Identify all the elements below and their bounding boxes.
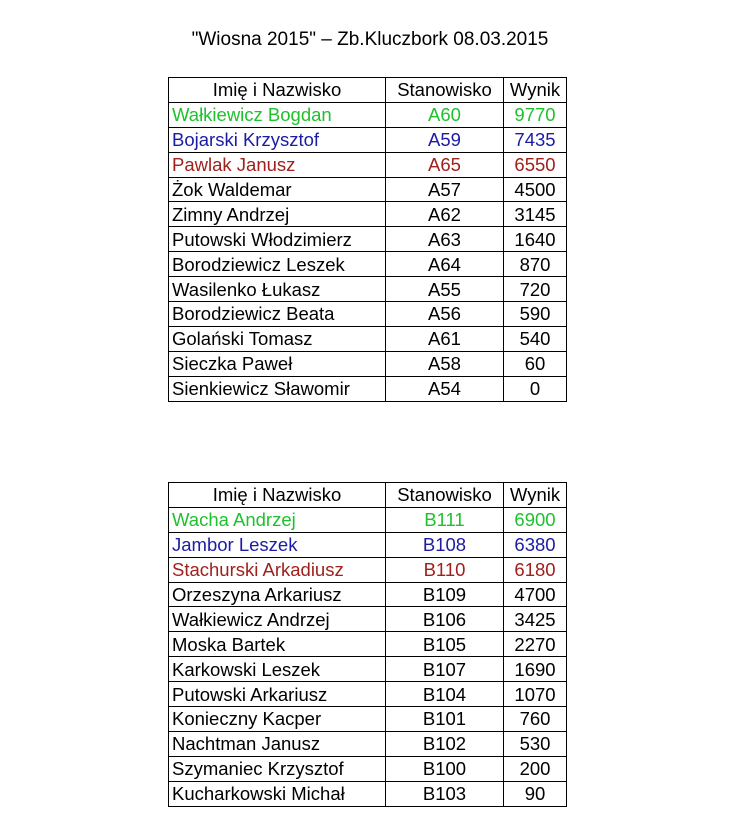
table-row xyxy=(169,682,567,707)
cell-name: Golański Tomasz xyxy=(169,326,386,351)
page-title: "Wiosna 2015" – Zb.Kluczbork 08.03.2015 xyxy=(191,29,549,50)
cell-position: A64 xyxy=(386,252,504,277)
table-header-row xyxy=(169,78,567,103)
cell-position: A62 xyxy=(386,202,504,227)
cell-position: B100 xyxy=(386,756,504,781)
cell-position: B105 xyxy=(386,632,504,657)
table-row xyxy=(169,127,567,152)
cell-name: Bojarski Krzysztof xyxy=(169,127,386,152)
cell-position: B101 xyxy=(386,707,504,732)
cell-result: 200 xyxy=(504,756,567,781)
table-row xyxy=(169,781,567,806)
header-name: Imię i Nazwisko xyxy=(169,483,386,508)
cell-position: B102 xyxy=(386,731,504,756)
cell-position: B109 xyxy=(386,582,504,607)
header-position: Stanowisko xyxy=(386,483,504,508)
cell-position: B107 xyxy=(386,657,504,682)
cell-position: B106 xyxy=(386,607,504,632)
table-row xyxy=(169,532,567,557)
cell-name: Moska Bartek xyxy=(169,632,386,657)
cell-name: Wacha Andrzej xyxy=(169,507,386,532)
table-row xyxy=(169,657,567,682)
table-row xyxy=(169,102,567,127)
cell-name: Kucharkowski Michał xyxy=(169,781,386,806)
table-row xyxy=(169,582,567,607)
cell-name: Putowski Włodzimierz xyxy=(169,227,386,252)
table-row xyxy=(169,326,567,351)
cell-name: Szymaniec Krzysztof xyxy=(169,756,386,781)
cell-result: 720 xyxy=(504,277,567,302)
cell-result: 530 xyxy=(504,731,567,756)
cell-result: 4700 xyxy=(504,582,567,607)
cell-result: 1640 xyxy=(504,227,567,252)
cell-position: A56 xyxy=(386,302,504,327)
cell-result: 6550 xyxy=(504,152,567,177)
cell-position: A55 xyxy=(386,277,504,302)
cell-result: 4500 xyxy=(504,177,567,202)
cell-name: Sienkiewicz Sławomir xyxy=(169,376,386,401)
cell-name: Stachurski Arkadiusz xyxy=(169,557,386,582)
table-row xyxy=(169,756,567,781)
header-name: Imię i Nazwisko xyxy=(169,78,386,103)
cell-position: A63 xyxy=(386,227,504,252)
cell-name: Wasilenko Łukasz xyxy=(169,277,386,302)
cell-result: 6900 xyxy=(504,507,567,532)
cell-position: A57 xyxy=(386,177,504,202)
cell-position: B103 xyxy=(386,781,504,806)
cell-position: A60 xyxy=(386,102,504,127)
cell-name: Żok Waldemar xyxy=(169,177,386,202)
cell-position: A61 xyxy=(386,326,504,351)
cell-result: 6380 xyxy=(504,532,567,557)
cell-position: B104 xyxy=(386,682,504,707)
cell-position: A65 xyxy=(386,152,504,177)
cell-position: A58 xyxy=(386,351,504,376)
cell-result: 2270 xyxy=(504,632,567,657)
cell-name: Wałkiewicz Andrzej xyxy=(169,607,386,632)
cell-position: A59 xyxy=(386,127,504,152)
table-row xyxy=(169,227,567,252)
cell-name: Konieczny Kacper xyxy=(169,707,386,732)
table-row xyxy=(169,152,567,177)
cell-name: Sieczka Paweł xyxy=(169,351,386,376)
cell-position: B108 xyxy=(386,532,504,557)
cell-result: 90 xyxy=(504,781,567,806)
header-result: Wynik xyxy=(504,78,567,103)
table-row xyxy=(169,177,567,202)
cell-name: Karkowski Leszek xyxy=(169,657,386,682)
cell-result: 1070 xyxy=(504,682,567,707)
cell-name: Borodziewicz Leszek xyxy=(169,252,386,277)
cell-result: 1690 xyxy=(504,657,567,682)
cell-result: 540 xyxy=(504,326,567,351)
cell-name: Pawlak Janusz xyxy=(169,152,386,177)
table-row xyxy=(169,507,567,532)
table-row xyxy=(169,731,567,756)
table-row xyxy=(169,607,567,632)
cell-name: Borodziewicz Beata xyxy=(169,302,386,327)
cell-result: 7435 xyxy=(504,127,567,152)
cell-result: 0 xyxy=(504,376,567,401)
cell-result: 60 xyxy=(504,351,567,376)
cell-name: Nachtman Janusz xyxy=(169,731,386,756)
cell-result: 6180 xyxy=(504,557,567,582)
cell-position: A54 xyxy=(386,376,504,401)
results-table-a xyxy=(168,77,567,402)
results-table-b xyxy=(168,482,567,807)
header-position: Stanowisko xyxy=(386,78,504,103)
cell-result: 3145 xyxy=(504,202,567,227)
cell-name: Wałkiewicz Bogdan xyxy=(169,102,386,127)
cell-position: B110 xyxy=(386,557,504,582)
table-row xyxy=(169,376,567,401)
cell-result: 760 xyxy=(504,707,567,732)
table-row xyxy=(169,277,567,302)
table-row xyxy=(169,632,567,657)
cell-result: 870 xyxy=(504,252,567,277)
cell-result: 590 xyxy=(504,302,567,327)
cell-result: 9770 xyxy=(504,102,567,127)
table-row xyxy=(169,557,567,582)
cell-name: Zimny Andrzej xyxy=(169,202,386,227)
cell-name: Orzeszyna Arkariusz xyxy=(169,582,386,607)
cell-name: Putowski Arkariusz xyxy=(169,682,386,707)
table-row xyxy=(169,351,567,376)
table-header-row xyxy=(169,483,567,508)
cell-result: 3425 xyxy=(504,607,567,632)
cell-name: Jambor Leszek xyxy=(169,532,386,557)
table-row xyxy=(169,707,567,732)
header-result: Wynik xyxy=(504,483,567,508)
cell-position: B111 xyxy=(386,507,504,532)
table-row xyxy=(169,252,567,277)
table-row xyxy=(169,302,567,327)
table-row xyxy=(169,202,567,227)
